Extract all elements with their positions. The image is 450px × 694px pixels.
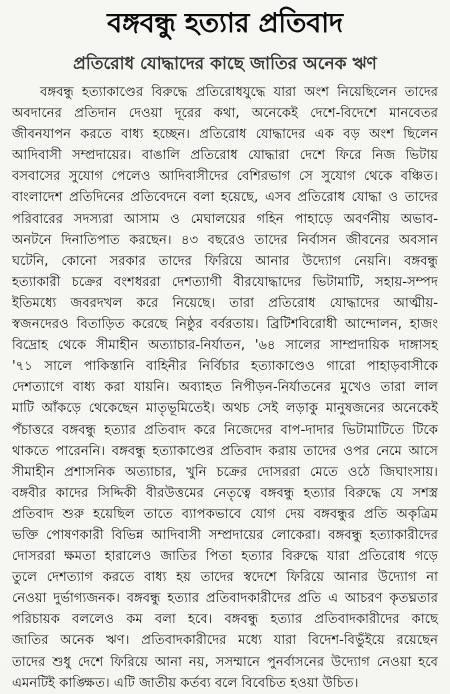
body-text-line: পরিবারের সদস্যরা আসাম ও মেঘালয়ের গহিন পাহাড়ে অবর্ণনীয় অভাব-	[12, 211, 438, 227]
body-text-line: '৭১ সালে পাকিস্তানি বাহিনীর নির্বিচার হত্যাকাণ্ডেও গারো পাহাড়বাসীকে	[12, 359, 438, 375]
body-text-line: হত্যাকারী চক্রের বংশধররা দেশত্যাগী বীরযোদ্ধাদের ভিটামাটি, সহায়-সম্পদ	[12, 274, 438, 290]
body-text-line: প্রতিবাদ শুরু হয়েছিল তাতে ব্যাপকভাবে যোগ দেয় বঙ্গবন্ধুর প্রতি অকৃত্রিম	[12, 506, 438, 522]
body-text-line: এমনটিই কাঙ্ক্ষিত। এটি জাতীয় কর্তব্য বলে বিবেচিত হওয়া উচিত।	[12, 675, 359, 691]
body-text-line: ভক্তি পোষণকারী বিভিন্ন আদিবাসী সম্প্রদায়ের লোকেরা। বঙ্গবন্ধু হত্যাকারীদের	[12, 527, 438, 543]
body-text-line: আদিবাসী সম্প্রদায়ের। বাঙালি প্রতিরোধ যোদ্ধারা দেশে ফিরে নিজ ভিটায়	[12, 148, 438, 164]
body-text-line: অবদানের প্রতিদান দেওয়া দূরের কথা, অনেকেই দেশে-বিদেশে মানবেতর	[12, 106, 438, 122]
body-text-line: থাকতে পারেননি। বঙ্গবন্ধু হত্যাকাণ্ডের প্রতিবাদ করায় তাদের ওপর নেমে আসে	[12, 443, 438, 459]
body-text-line: জাতির অনেক ঋণ। প্রতিবাদকারীদের মধ্যে যারা বিদেশ-বিভুঁইয়ে রয়েছেন	[12, 633, 438, 649]
body-text-line: বসবাসের সুযোগ পেলেও আদিবাসীদের বেশিরভাগ সে সুযোগ থেকে বঞ্চিত।	[12, 169, 438, 185]
body-text-line: পরিচায়ক বললেও কম বলা হবে। বঙ্গবন্ধু হত্যার প্রতিবাদকারীদের কাছে	[12, 612, 438, 628]
body-text-line: ঘটেনি, কোনো সরকার তাদের ফিরিয়ে আনার উদ্যোগ নেয়নি। বঙ্গবন্ধু	[12, 253, 438, 269]
body-text-line: বিদ্রোহ থেকে সীমাহীন অত্যাচার-নির্যাতন, '৬৪ সালের সাম্প্রদায়িক দাঙ্গাসহ	[12, 338, 438, 354]
subheadline: প্রতিরোধ যোদ্ধাদের কাছে জাতির অনেক ঋণ	[73, 54, 377, 74]
body-text-line: দেশত্যাগে বাধ্য করা যায়নি। অব্যাহত নিপীড়ন-নির্যাতনের মুখেও তারা লাল	[12, 380, 438, 396]
body-text-line: ইতিমধ্যে জবরদখল করে নিয়েছে। তারা প্রতিরোধ যোদ্ধাদের আত্মীয়-	[12, 295, 438, 311]
headline: বঙ্গবন্ধু হত্যার প্রতিবাদ	[107, 8, 343, 39]
body-text-line: নেওয়া দুর্ভাগ্যজনক। বঙ্গবন্ধু হত্যার প্রতিবাদকারীদের প্রতি এ আচরণ কৃতঘ্নতার	[12, 591, 438, 607]
body-text-line: দোসররা ক্ষমতা হারালেও জাতির পিতা হত্যার বিরুদ্ধে যারা প্রতিরোধ গড়ে	[12, 549, 438, 565]
body-text-line: জীবনযাপন করতে বাধ্য হচ্ছেন। প্রতিরোধ যোদ্ধাদের এক বড় অংশ ছিলেন	[12, 127, 438, 143]
body-text-line: সীমাহীন প্রশাসনিক অত্যাচার, খুনি চক্রের দোসররা মেতে ওঠে জিঘাংসায়।	[12, 464, 438, 480]
body-text-line: অনটনে দিনাতিপাত করছেন। ৪৩ বছরেও তাদের নির্বাসন জীবনের অবসান	[12, 232, 438, 248]
body-text-line: পঁচাত্তরে বঙ্গবন্ধু হত্যার প্রতিবাদ করে নিজেদের বাপ-দাদার ভিটামাটিতে টিকে	[12, 422, 438, 438]
article-body	[12, 82, 438, 691]
body-text-line: তুলে দেশত্যাগ করতে বাধ্য হয় তাদের স্বদেশে ফিরিয়ে আনার উদ্যোগ না	[12, 570, 438, 586]
body-text-line: বঙ্গবন্ধু হত্যাকাণ্ডের বিরুদ্ধে প্রতিরোধযুদ্ধে যারা অংশ নিয়েছিলেন তাদের	[40, 85, 438, 100]
body-text-line: বঙ্গবীর কাদের সিদ্দিকী বীরউত্তমের নেতৃত্বে বঙ্গবন্ধু হত্যার বিরুদ্ধে যে সশস্ত্র	[12, 485, 438, 501]
body-text-line: তাদের শুধু দেশে ফিরিয়ে আনা নয়, সসম্মানে পুনর্বাসনের উদ্যোগ নেওয়া হবে	[12, 654, 438, 670]
body-text-line: স্বজনদেরও বিতাড়িত করেছে নিষ্ঠুর বর্বরতায়। ব্রিটিশবিরোধী আন্দোলন, হাজং	[12, 317, 438, 333]
body-text-line: বাংলাদেশ প্রতিদিনের প্রতিবেদনে বলা হয়েছে, এসব প্রতিরোধ যোদ্ধা ও তাদের	[12, 190, 438, 206]
body-text-line: মাটি আঁকড়ে থেকেছেন মাতৃভূমিতেই। অথচ সেই লড়াকু মানুষজনের অনেকেই	[12, 401, 438, 417]
